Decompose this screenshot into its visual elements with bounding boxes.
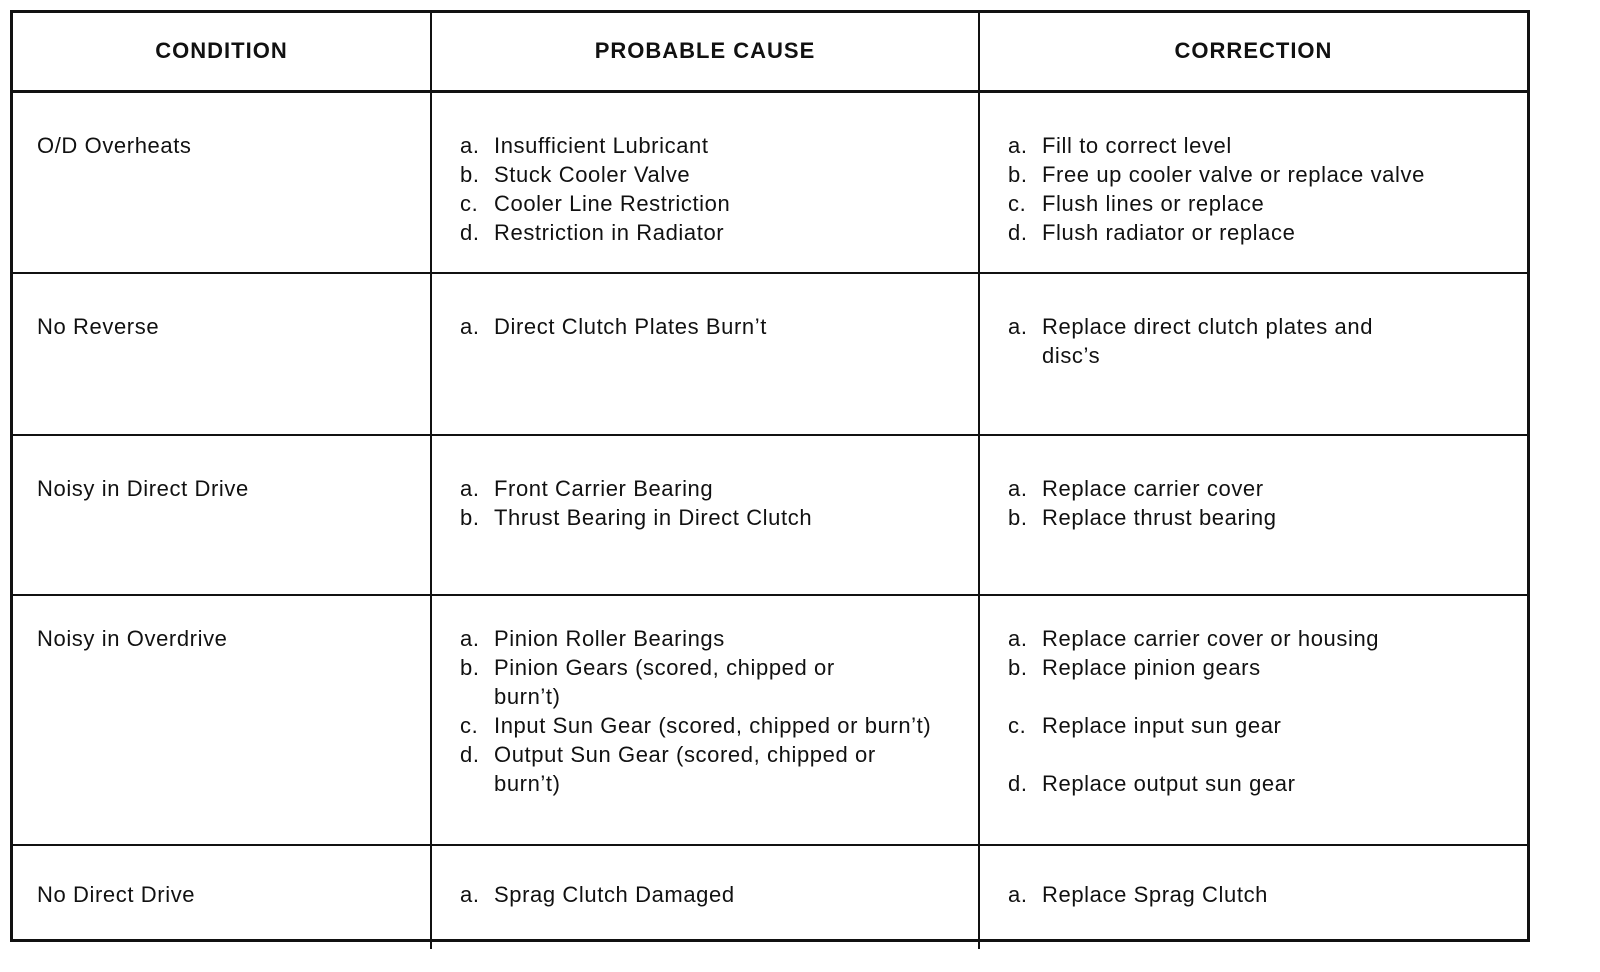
list-item	[1008, 189, 1487, 218]
condition-cell: O/D Overheats	[13, 91, 431, 273]
item-letter: a.	[1008, 314, 1028, 339]
header-correction: CORRECTION	[979, 13, 1527, 91]
troubleshooting-table-frame	[10, 10, 1530, 942]
item-letter: d.	[1008, 219, 1028, 245]
item-text: Replace carrier cover or housing	[1042, 626, 1380, 651]
item-text: Replace carrier cover	[1042, 476, 1264, 501]
list-item	[460, 189, 938, 218]
list-item	[1008, 160, 1487, 189]
list-item	[1008, 503, 1487, 532]
list-item	[1008, 474, 1487, 503]
correction-cell	[979, 273, 1527, 435]
item-text: Replace pinion gears	[1042, 655, 1261, 680]
item-text: Front Carrier Bearing	[494, 476, 714, 501]
item-text: Insufficient Lubricant	[494, 132, 709, 158]
item-letter: c.	[1008, 713, 1027, 738]
cause-cell	[431, 91, 979, 273]
list-item	[460, 160, 938, 189]
list-item	[460, 131, 938, 160]
list-item	[1008, 880, 1487, 909]
condition-cell: Noisy in Direct Drive	[13, 435, 431, 595]
correction-cell	[979, 91, 1527, 273]
list-item	[460, 503, 938, 532]
item-text: Free up cooler valve or replace valve	[1042, 161, 1425, 187]
condition-cell: No Direct Drive	[13, 845, 431, 949]
item-text: Pinion Gears (scored, chipped or burn’t)	[494, 655, 835, 709]
item-text: Fill to correct level	[1042, 132, 1232, 158]
condition-cell: Noisy in Overdrive	[13, 595, 431, 845]
item-text: Direct Clutch Plates Burn’t	[494, 314, 767, 339]
correction-cell	[979, 845, 1527, 949]
table-row	[13, 595, 1527, 845]
condition-cell: No Reverse	[13, 273, 431, 435]
item-text: Replace input sun gear	[1042, 713, 1282, 738]
list-item	[460, 474, 938, 503]
list-item	[1008, 131, 1487, 160]
item-letter: a.	[1008, 882, 1028, 907]
item-text: Restriction in Radiator	[494, 219, 725, 245]
item-letter: d.	[460, 219, 480, 245]
item-text: Replace direct clutch plates and disc’s	[1042, 314, 1374, 368]
item-letter: b.	[1008, 161, 1028, 187]
item-letter: b.	[460, 505, 480, 530]
item-text: Pinion Roller Bearings	[494, 626, 725, 651]
table-row	[13, 845, 1527, 949]
item-text: Stuck Cooler Valve	[494, 161, 691, 187]
list-item	[460, 740, 938, 798]
list-item	[1008, 218, 1487, 247]
item-text: Flush radiator or replace	[1042, 219, 1296, 245]
list-item	[460, 880, 938, 909]
list-item	[1008, 653, 1487, 682]
list-item	[1008, 312, 1487, 370]
item-text: Flush lines or replace	[1042, 190, 1265, 216]
item-text: Replace Sprag Clutch	[1042, 882, 1269, 907]
item-letter: b.	[1008, 655, 1028, 680]
item-letter: a.	[460, 626, 480, 651]
table-row	[13, 273, 1527, 435]
item-letter: b.	[460, 161, 480, 187]
list-item	[1008, 769, 1487, 798]
item-text: Sprag Clutch Damaged	[494, 882, 735, 907]
cause-cell	[431, 845, 979, 949]
table-row	[13, 91, 1527, 273]
table-row	[13, 435, 1527, 595]
item-letter: a.	[1008, 476, 1028, 501]
cause-cell	[431, 435, 979, 595]
item-text: Replace output sun gear	[1042, 771, 1296, 796]
cause-cell	[431, 595, 979, 845]
list-item	[460, 624, 938, 653]
header-probable-cause: PROBABLE CAUSE	[431, 13, 979, 91]
correction-cell	[979, 435, 1527, 595]
list-item	[460, 218, 938, 247]
item-letter: c.	[460, 190, 479, 216]
list-item	[1008, 711, 1487, 740]
troubleshooting-table	[13, 13, 1527, 949]
list-item	[460, 653, 938, 711]
item-letter: d.	[460, 742, 480, 767]
header-condition: CONDITION	[13, 13, 431, 91]
list-item	[460, 312, 938, 341]
item-letter: a.	[460, 476, 480, 501]
item-letter: a.	[1008, 132, 1028, 158]
item-text: Input Sun Gear (scored, chipped or burn’t)	[494, 713, 932, 738]
item-letter: c.	[1008, 190, 1027, 216]
item-letter: a.	[1008, 626, 1028, 651]
item-text: Cooler Line Restriction	[494, 190, 731, 216]
correction-cell	[979, 595, 1527, 845]
cause-cell	[431, 273, 979, 435]
item-letter: b.	[1008, 505, 1028, 530]
item-text: Replace thrust bearing	[1042, 505, 1277, 530]
list-item	[460, 711, 938, 740]
item-letter: a.	[460, 882, 480, 907]
item-letter: a.	[460, 132, 480, 158]
item-letter: c.	[460, 713, 479, 738]
header-row	[13, 13, 1527, 91]
item-letter: b.	[460, 655, 480, 680]
item-letter: d.	[1008, 771, 1028, 796]
item-text: Output Sun Gear (scored, chipped or burn’t)	[494, 742, 876, 796]
item-letter: a.	[460, 314, 480, 339]
item-text: Thrust Bearing in Direct Clutch	[494, 505, 813, 530]
list-item	[1008, 624, 1487, 653]
